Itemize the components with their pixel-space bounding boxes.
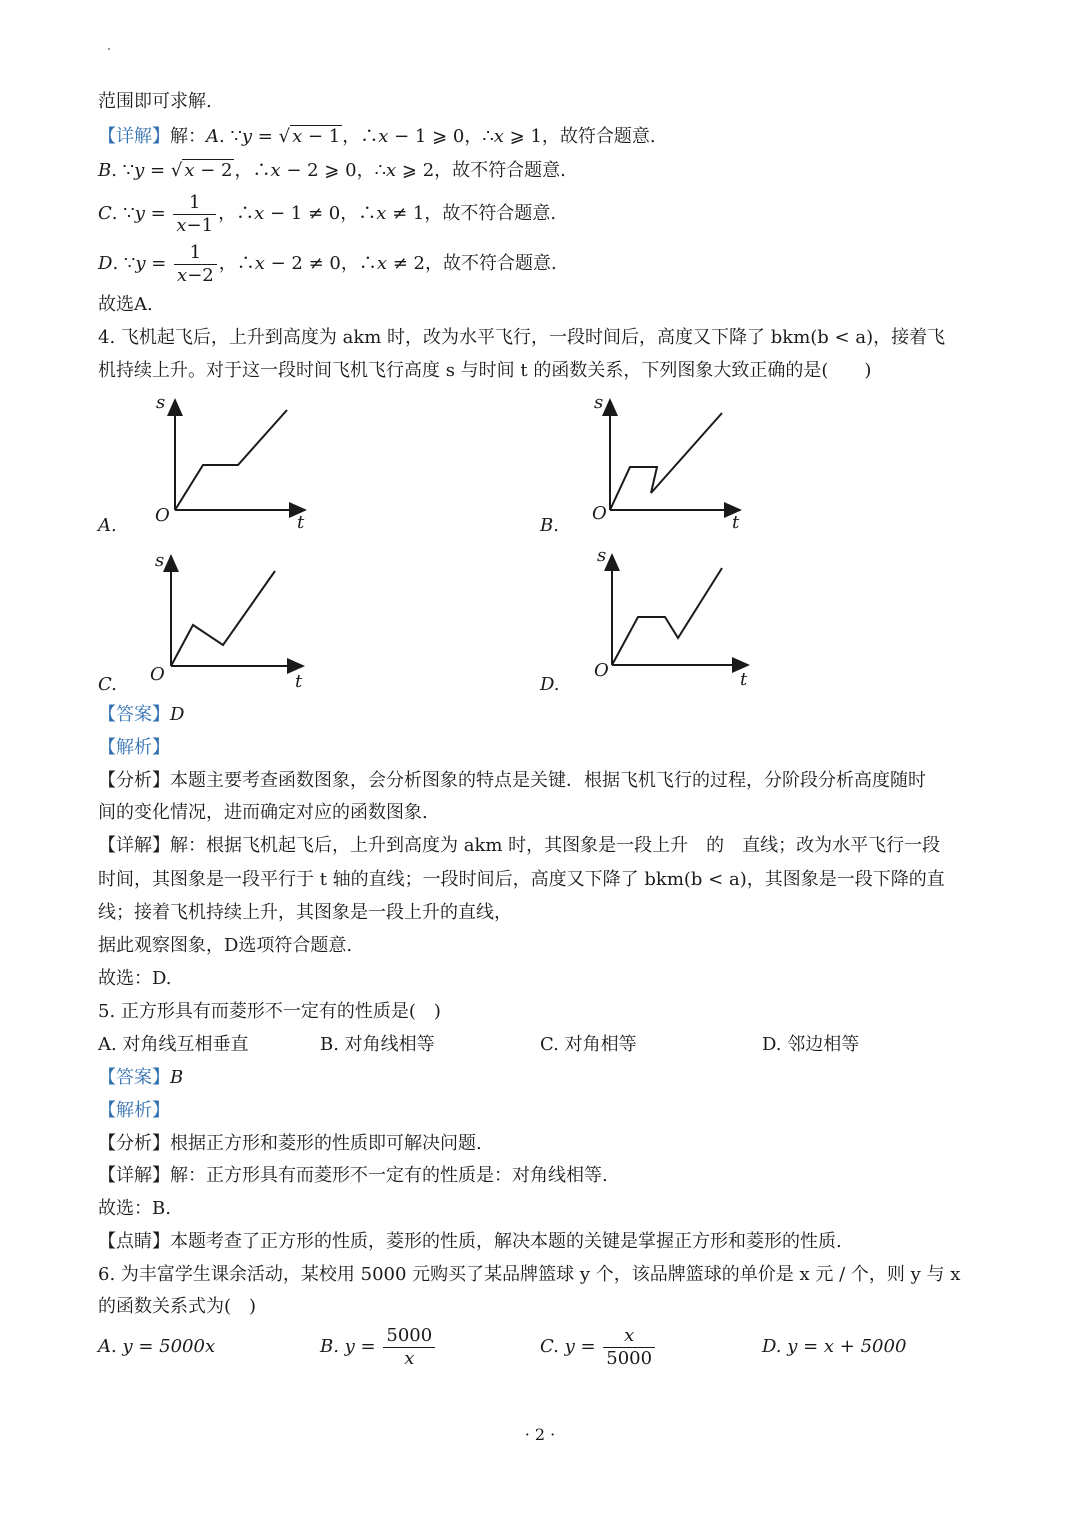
q6-option-d: D. y = x + 5000 [762,1336,907,1357]
graph-a-origin: O [155,505,170,526]
text: 线；接着飞机持续上升，其图象是一段上升的直线， [98,902,512,923]
scan-dot [108,48,110,50]
q5-detail [98,1162,608,1190]
graph-a-s-label: s [156,392,166,413]
prefix: B. y = [320,1336,376,1357]
text: 据此观察图象，D选项符合题意. [98,935,353,956]
q5-stem [98,998,441,1026]
graph-a [150,395,320,525]
fenxi-label: 【分析】 [98,770,170,791]
text: 解：正方形具有而菱形不一定有的性质是：对角线相等. [170,1165,608,1186]
q5-option-a: A. 对角线互相垂直 [98,1034,249,1055]
q5-fenxi [98,1130,482,1158]
text: 范围即可求解. [98,91,212,112]
answer-value: B [170,1067,184,1088]
graph-c [148,553,318,683]
text: 间的变化情况，进而确定对应的函数图象. [98,802,428,823]
page-number: · 2 · [524,1425,556,1444]
q6-option-b [320,1322,437,1372]
q4-detail-4 [98,932,352,960]
q5-analysis-label [98,1097,170,1125]
graph-c-t-label: t [295,671,303,692]
q4-stem-2 [98,357,871,385]
fenxi-label: 【分析】 [98,1133,170,1154]
detail-label: 【详解】 [98,1165,170,1186]
graph-b-s-label: s [594,392,604,413]
text: 4. 飞机起飞后，上升到高度为 akm 时，改为水平飞行，一段时间后，高度又下降了 bkm(b < a)，接着飞 [98,327,946,348]
denominator: x [404,1347,415,1369]
graph-d-t-label: t [740,669,748,690]
q6-option-c [540,1322,657,1372]
q5-conclusion [98,1195,171,1223]
answer-label: 【答案】 [98,704,170,725]
graph-d-origin: O [594,660,609,681]
function-curve [171,571,275,666]
text: 机持续上升。对于这一段时间飞机飞行高度 s 与时间 t 的函数关系，下列图象大致正确的是( ) [98,360,872,381]
q3-detail-b: B. ∵y = √ x − 2 ，∴x − 2 ⩾ 0，∴x ⩾ 2，故不符合题意. [98,160,566,181]
q4-conclusion [98,965,172,993]
numerator: 5000 [383,1325,435,1348]
q3-detail-c: C. ∵y = $\frac{1}{x-1}$ ，∴x − 1 ≠ 0，∴x ≠ 1，故不符合题意. [98,191,557,236]
text: 根据正方形和菱形的性质即可解决问题. [170,1133,482,1154]
text: 本题考查了正方形的性质，菱形的性质，解决本题的关键是掌握正方形和菱形的性质. [170,1231,842,1252]
q4-answer [98,701,184,729]
a-verdict: 故符合题意. [559,126,656,147]
graph-d-s-label: s [597,545,607,566]
analysis-label: 【解析】 [98,1100,170,1121]
q3-conclusion [98,291,153,319]
text: 解：根据飞机起飞后，上升到高度为 akm 时，其图象是一段上升 的 直线；改为水平飞行一段 [170,835,941,856]
b-verdict: 故不符合题意. [452,160,566,181]
q5-dianjing [98,1228,842,1256]
q4-fenxi-1 [98,767,926,795]
analysis-label: 【解析】 [98,737,170,758]
text: 5. 正方形具有而菱形不一定有的性质是( ) [98,1001,441,1022]
q4-stem-1 [98,324,945,352]
text: 故选：B. [98,1198,171,1219]
prefix: C. y = [540,1336,596,1357]
graph-b [585,395,755,525]
text: 故选A. [98,294,153,315]
graph-c-option-label: C. [98,674,117,695]
graph-c-s-label: s [155,550,165,571]
intro: 解： [170,126,206,147]
answer-value: D [170,704,185,725]
function-curve [612,568,722,665]
answer-label: 【答案】 [98,1067,170,1088]
detail-label: 【详解】 [98,835,170,856]
c-verdict: 故不符合题意. [442,203,557,224]
continuation-line [98,88,212,116]
q4-analysis-label [98,734,170,762]
q5-option-c: C. 对角相等 [540,1034,637,1055]
q5-option-b: B. 对角线相等 [320,1034,435,1055]
q3-detail-d: D. ∵y = $\frac{1}{x-2}$ ，∴x − 2 ≠ 0，∴x ≠ 2，故不符合题意. [98,241,557,286]
graph-a-option-label: A. [98,515,117,536]
graph-b-origin: O [592,503,607,524]
q5-option-d: D. 邻边相等 [762,1034,860,1055]
function-curve [610,413,722,510]
graph-b-option-label: B. [540,515,559,536]
text: 6. 为丰富学生课余活动，某校用 5000 元购买了某品牌篮球 y 个，该品牌篮球的单价是 x 元 / 个，则 y 与 x [98,1264,961,1285]
denominator: 5000 [606,1347,653,1369]
q5-answer [98,1064,183,1092]
graph-b-t-label: t [732,512,740,533]
q4-fenxi-2 [98,799,428,827]
graph-d [590,550,760,680]
q3-detail-a: 【详解】解：A. ∵y = √ x − 1 ，∴x − 1 ⩾ 0，∴x ⩾ 1，故符合题意. [98,126,656,147]
graph-a-t-label: t [297,512,305,533]
dianjing-label: 【点睛】 [98,1231,170,1252]
text: 本题主要考查函数图象，会分析图象的特点是关键．根据飞机飞行的过程，分阶段分析高度随时 [170,770,926,791]
text: 时间，其图象是一段平行于 t 轴的直线；一段时间后，高度又下降了 bkm(b < a)，其图象是一段下降的直 [98,869,945,890]
d-verdict: 故不符合题意. [443,253,557,274]
text: 故选：D. [98,968,172,989]
graph-c-origin: O [150,664,165,685]
q6-option-a: A. y = 5000x [98,1336,216,1357]
q6-stem-2 [98,1293,256,1321]
function-curve [175,410,287,510]
q6-stem-1 [98,1261,960,1289]
numerator: x [603,1325,655,1348]
q4-detail-3 [98,899,512,927]
graph-d-option-label: D. [540,674,560,695]
detail-label: 【详解】 [98,126,170,147]
q4-detail-2 [98,866,945,894]
text: 的函数关系式为( ) [98,1296,257,1317]
q4-detail-1 [98,832,940,860]
